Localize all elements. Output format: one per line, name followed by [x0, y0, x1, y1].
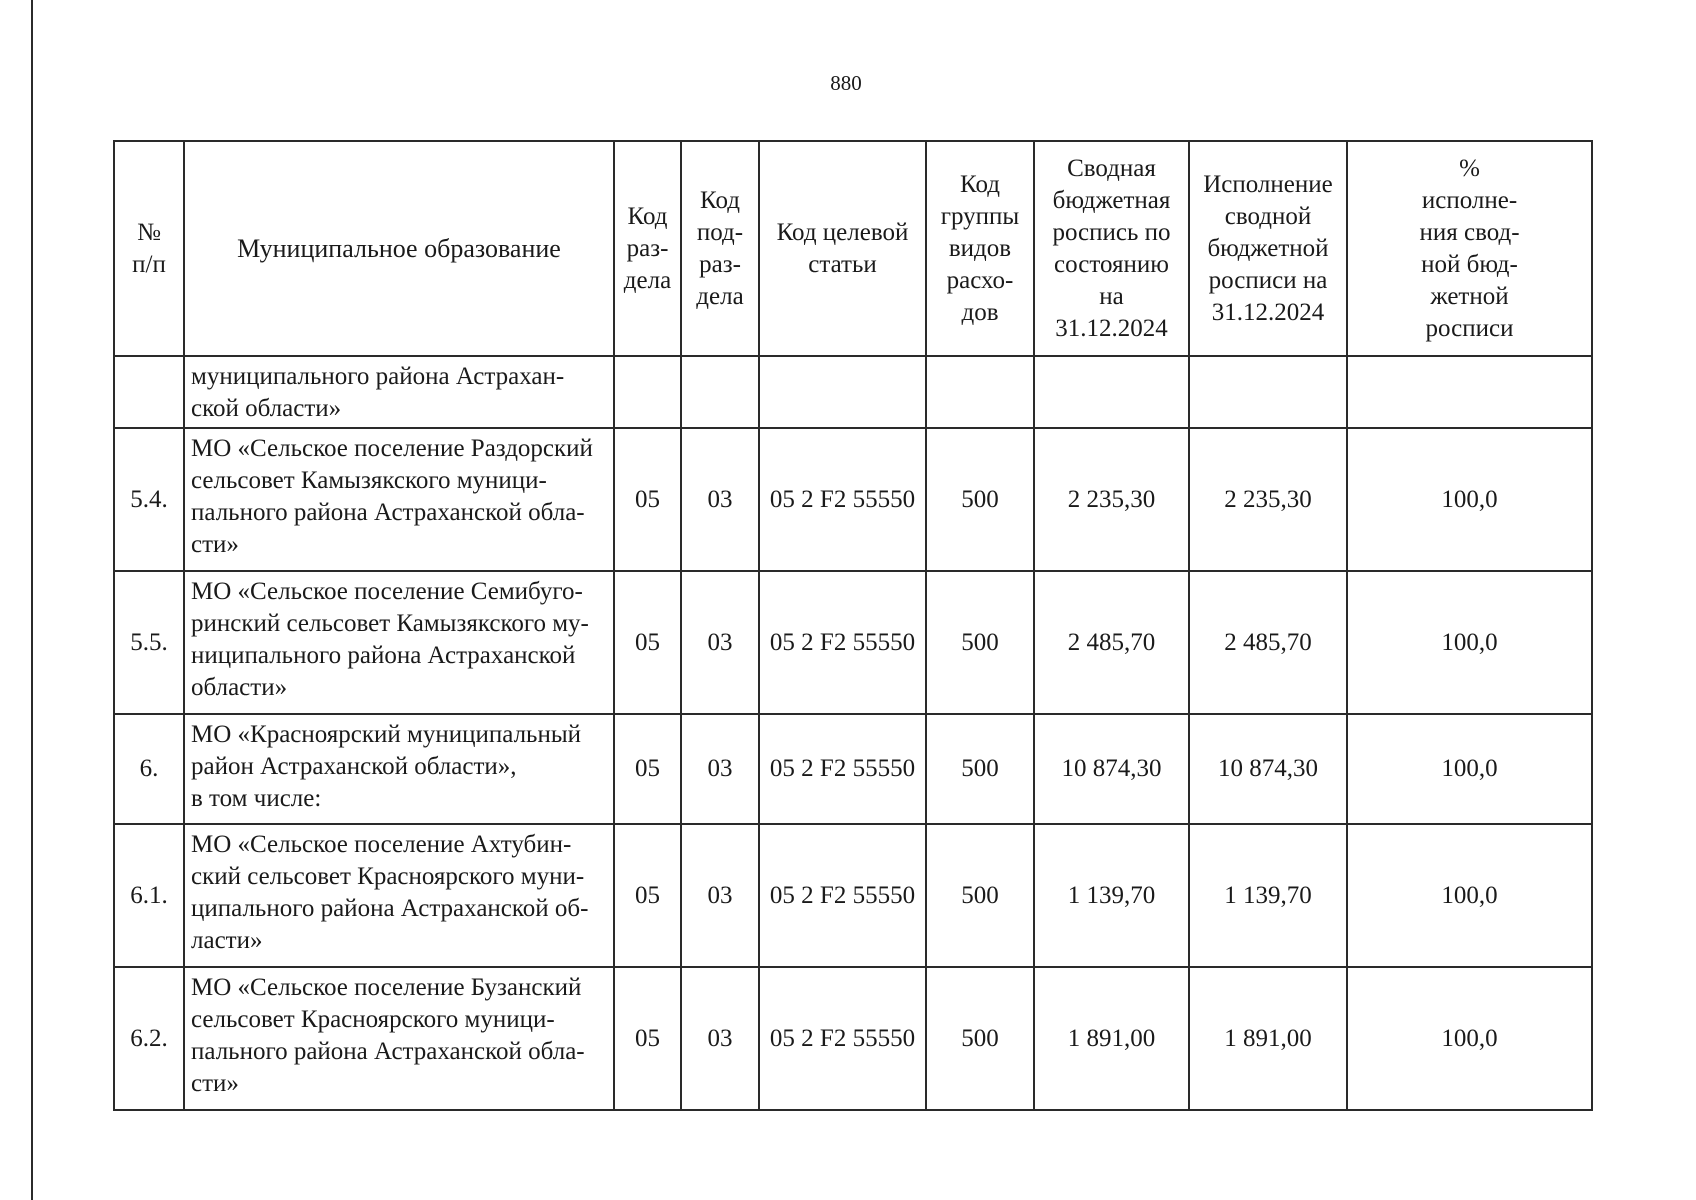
- col-header-section-code-label: Код раз- дела: [623, 202, 672, 294]
- cell-execution-percent: [1347, 356, 1592, 428]
- cell-municipality-text: МО «Сельское поселение Раздорский сельсовет Камызякского муници- пального района Астраханской обла- сти»: [191, 435, 593, 558]
- cell-execution-percent: 100,0: [1347, 967, 1592, 1110]
- table-row: [114, 824, 1592, 967]
- cell-subsection-code: 03: [681, 428, 759, 571]
- col-header-subsection-code-label: Код под- раз- дела: [696, 186, 744, 310]
- cell-municipality: [184, 571, 614, 714]
- cell-municipality: [184, 824, 614, 967]
- cell-execution-percent: 100,0: [1347, 824, 1592, 967]
- cell-subsection-code: 03: [681, 824, 759, 967]
- cell-municipality-text: МО «Красноярский муниципальный район Астраханской области», в том числе:: [191, 721, 582, 812]
- cell-budget-execution: 1 139,70: [1189, 824, 1347, 967]
- cell-number: 6.2.: [114, 967, 184, 1110]
- cell-budget-plan: 1 139,70: [1034, 824, 1189, 967]
- cell-municipality: [184, 428, 614, 571]
- cell-section-code: 05: [614, 714, 681, 824]
- cell-target-article-code: 05 2 F2 55550: [759, 714, 926, 824]
- col-header-subsection-code: [681, 141, 759, 356]
- cell-execution-percent: 100,0: [1347, 571, 1592, 714]
- cell-expense-group-code: 500: [926, 967, 1034, 1110]
- cell-section-code: 05: [614, 428, 681, 571]
- cell-number: 5.5.: [114, 571, 184, 714]
- col-header-number: [114, 141, 184, 356]
- col-header-budget-execution-label: Исполнение сводной бюджетной росписи на 31.12.2024: [1203, 170, 1333, 326]
- cell-execution-percent: 100,0: [1347, 428, 1592, 571]
- col-header-municipality-label: Муниципальное образование: [237, 233, 561, 263]
- page-margin-line: [31, 0, 33, 1200]
- col-header-target-article-code-label: Код целевой статьи: [776, 218, 909, 278]
- cell-budget-plan: 10 874,30: [1034, 714, 1189, 824]
- table-row: [114, 967, 1592, 1110]
- cell-budget-plan: [1034, 356, 1189, 428]
- cell-municipality: [184, 967, 614, 1110]
- cell-expense-group-code: 500: [926, 571, 1034, 714]
- cell-number: 6.1.: [114, 824, 184, 967]
- col-header-expense-group-code-label: Код группы видов расхо- дов: [940, 170, 1020, 326]
- col-header-execution-percent-label: % исполне- ния свод- ной бюд- жетной росписи: [1419, 154, 1520, 342]
- col-header-budget-plan-label: Сводная бюджетная роспись по состоянию на 31.12.2024: [1052, 154, 1171, 342]
- cell-municipality-text: МО «Сельское поселение Бузанский сельсовет Красноярского муници- пального района Астраханской обла- сти»: [191, 974, 585, 1097]
- table-row: [114, 356, 1592, 428]
- cell-budget-plan: 2 485,70: [1034, 571, 1189, 714]
- col-header-number-label: № п/п: [132, 218, 166, 278]
- cell-expense-group-code: 500: [926, 714, 1034, 824]
- page-number: 880: [830, 71, 862, 95]
- budget-table: [113, 140, 1593, 1111]
- cell-municipality: [184, 714, 614, 824]
- cell-section-code: 05: [614, 571, 681, 714]
- cell-municipality: [184, 356, 614, 428]
- cell-section-code: 05: [614, 967, 681, 1110]
- col-header-municipality: [184, 141, 614, 356]
- cell-number: [114, 356, 184, 428]
- cell-subsection-code: 03: [681, 967, 759, 1110]
- col-header-expense-group-code: [926, 141, 1034, 356]
- cell-subsection-code: [681, 356, 759, 428]
- col-header-budget-plan: [1034, 141, 1189, 356]
- cell-budget-execution: 2 485,70: [1189, 571, 1347, 714]
- cell-target-article-code: 05 2 F2 55550: [759, 824, 926, 967]
- table-row: [114, 714, 1592, 824]
- cell-budget-plan: 1 891,00: [1034, 967, 1189, 1110]
- table-header-row: [114, 141, 1592, 356]
- cell-expense-group-code: 500: [926, 824, 1034, 967]
- col-header-execution-percent: [1347, 141, 1592, 356]
- col-header-section-code: [614, 141, 681, 356]
- cell-number: 6.: [114, 714, 184, 824]
- cell-budget-execution: 1 891,00: [1189, 967, 1347, 1110]
- cell-budget-plan: 2 235,30: [1034, 428, 1189, 571]
- cell-target-article-code: [759, 356, 926, 428]
- col-header-target-article-code: [759, 141, 926, 356]
- cell-execution-percent: 100,0: [1347, 714, 1592, 824]
- cell-target-article-code: 05 2 F2 55550: [759, 428, 926, 571]
- cell-target-article-code: 05 2 F2 55550: [759, 571, 926, 714]
- cell-expense-group-code: 500: [926, 428, 1034, 571]
- cell-subsection-code: 03: [681, 714, 759, 824]
- cell-budget-execution: 10 874,30: [1189, 714, 1347, 824]
- budget-table-wrapper: [113, 140, 1591, 1111]
- table-row: [114, 428, 1592, 571]
- cell-budget-execution: 2 235,30: [1189, 428, 1347, 571]
- cell-number: 5.4.: [114, 428, 184, 571]
- cell-subsection-code: 03: [681, 571, 759, 714]
- cell-municipality-text: МО «Сельское поселение Семибуго- ринский сельсовет Камызякского му- ниципального района Астраханской области»: [191, 578, 589, 701]
- table-row: [114, 571, 1592, 714]
- cell-target-article-code: 05 2 F2 55550: [759, 967, 926, 1110]
- cell-budget-execution: [1189, 356, 1347, 428]
- cell-section-code: 05: [614, 824, 681, 967]
- col-header-budget-execution: [1189, 141, 1347, 356]
- cell-municipality-text: МО «Сельское поселение Ахтубин- ский сельсовет Красноярского муни- ципального района Астраханской об- ласти»: [191, 831, 589, 954]
- cell-municipality-text: муниципального района Астрахан- ской области»: [191, 363, 565, 422]
- cell-expense-group-code: [926, 356, 1034, 428]
- cell-section-code: [614, 356, 681, 428]
